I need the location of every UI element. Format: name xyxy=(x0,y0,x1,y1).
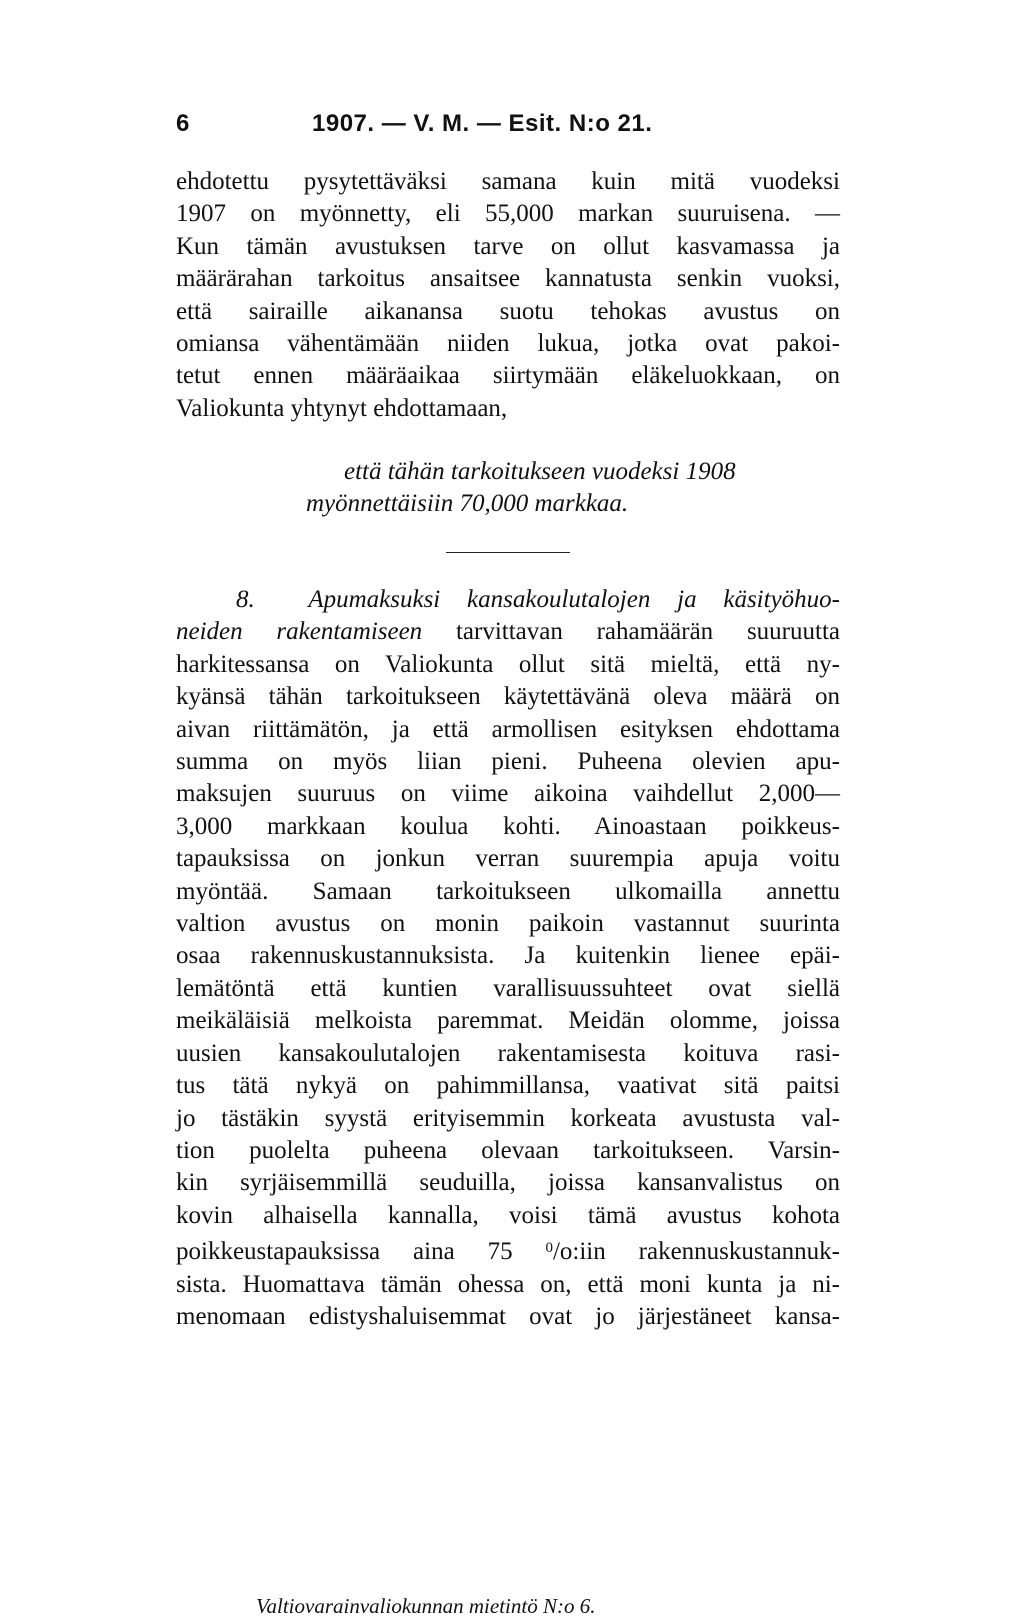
text-line: aivan riittämätön, ja että armollisen esityksen ehdottama xyxy=(176,715,840,743)
text-line: kyänsä tähän tarkoitukseen käytettävänä oleva määrä on xyxy=(176,683,840,711)
text-fragment: tarvittavan rahamäärän suuruutta xyxy=(455,618,840,646)
decision-statement xyxy=(176,456,840,520)
text-line: jo tästäkin syystä erityisemmin korkeata avustusta val- xyxy=(176,1104,840,1132)
text-line: meikäläisiä melkoista paremmat. Meidän olomme, joissa xyxy=(176,1007,840,1035)
section-heading: Apumaksuksi kansakoulutalojen ja käsityöhuo- xyxy=(308,586,840,613)
text-line: uusien kansakoulutalojen rakentamisesta koituva rasi- xyxy=(176,1039,840,1067)
text-line: kin syrjäisemmillä seuduilla, joissa kansanvalistus on xyxy=(176,1169,840,1197)
text-line: tion puolelta puheena olevaan tarkoitukseen. Varsin- xyxy=(176,1136,840,1164)
text-line: myöntää. Samaan tarkoitukseen ulkomailla annettu xyxy=(176,877,840,905)
decision-line-2: myönnettäisiin 70,000 markkaa. xyxy=(306,490,629,517)
paragraph-1 xyxy=(176,166,840,425)
text-line: maksujen suuruus on viime aikoina vaihdellut 2,000— xyxy=(176,780,840,808)
running-title: 1907. — V. M. — Esit. N:o 21. xyxy=(312,110,653,137)
text-line: summa on myös liian pieni. Puheena olevien apu- xyxy=(176,748,840,776)
text-line: harkitessansa on Valiokunta ollut sitä mieltä, että ny- xyxy=(176,650,840,678)
text-line: tetut ennen määräaikaa siirtymään eläkeluokkaan, on xyxy=(176,362,840,390)
text-line: menomaan edistyshaluisemmat ovat jo järjestäneet kansa- xyxy=(176,1302,840,1330)
page-number: 6 xyxy=(176,110,190,137)
text-line: osaa rakennuskustannuksista. Ja kuitenkin lienee epäi- xyxy=(176,942,840,970)
text-line: kovin alhaisella kannalla, voisi tämä avustus kohota xyxy=(176,1201,840,1229)
text-line: 1907 on myönnetty, eli 55,000 markan suuruisena. — xyxy=(176,200,840,228)
section-number: 8. xyxy=(236,586,255,613)
text-line: 3,000 markkaan koulua kohti. Ainoastaan poikkeus- xyxy=(176,812,840,840)
page-footer: Valtiovarainvaliokunnan mietintö N:o 6. xyxy=(256,1594,596,1618)
section-heading-line xyxy=(176,584,840,616)
text-line xyxy=(176,616,840,648)
text-line xyxy=(176,1232,840,1268)
text-line: Valiokunta yhtynyt ehdottamaan, xyxy=(176,394,508,422)
text-line: tapauksissa on jonkun verran suurempia apuja voitu xyxy=(176,845,840,873)
percent-superscript: 0 xyxy=(545,1240,553,1257)
text-fragment: /o:iin rakennuskustannuk- xyxy=(552,1238,840,1266)
text-line: Kun tämän avustuksen tarve on ollut kasvamassa ja xyxy=(176,232,840,260)
decision-line-1: että tähän tarkoitukseen vuodeksi 1908 xyxy=(344,458,736,485)
page-header xyxy=(176,110,840,146)
text-line: lemätöntä että kuntien varallisuussuhteet ovat siellä xyxy=(176,974,840,1002)
text-line: määrärahan tarkoitus ansaitsee kannatusta senkin vuoksi, xyxy=(176,265,840,293)
text-line: omiansa vähentämään niiden lukua, jotka ovat pakoi- xyxy=(176,330,840,358)
text-line: että sairaille aikanansa suotu tehokas avustus on xyxy=(176,297,840,325)
section-8 xyxy=(176,584,840,1333)
text-line: valtion avustus on monin paikoin vastannut suurinta xyxy=(176,910,840,938)
text-line: tus tätä nykyä on pahimmillansa, vaativat sitä paitsi xyxy=(176,1072,840,1100)
text-line: ehdotettu pysytettäväksi samana kuin mitä vuodeksi xyxy=(176,168,840,195)
section-divider xyxy=(446,552,570,553)
text-line: sista. Huomattava tämän ohessa on, että moni kunta ja ni- xyxy=(176,1270,840,1298)
text-fragment: poikkeustapauksissa aina 75 xyxy=(176,1238,546,1266)
section-heading-continued: neiden rakentamiseen xyxy=(176,618,423,646)
